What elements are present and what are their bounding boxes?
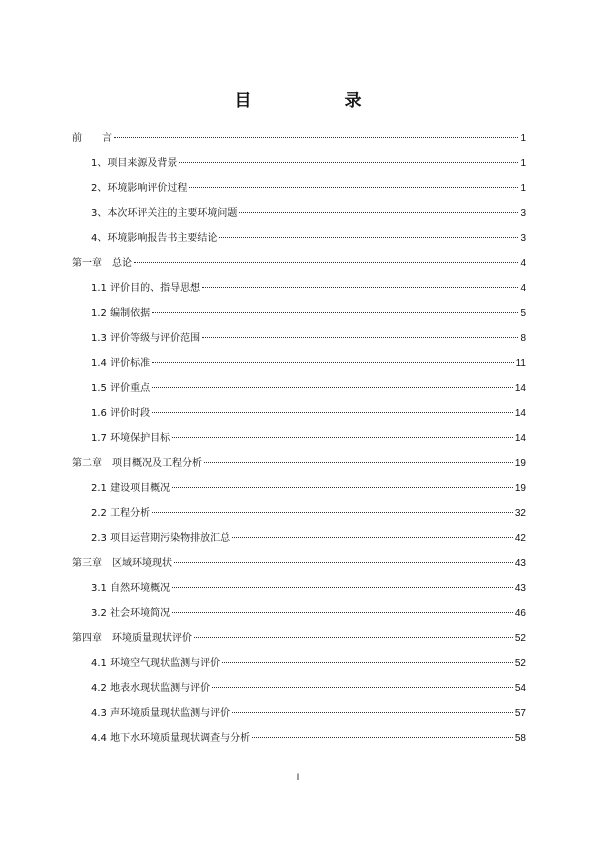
toc-entry-page: 57 xyxy=(514,708,526,719)
toc-entry-page: 4 xyxy=(520,283,526,294)
toc-dot-leader xyxy=(179,162,518,163)
toc-entry-label: 4.1 环境空气现状监测与评价 xyxy=(91,658,221,669)
toc-entry-page: 43 xyxy=(514,558,526,569)
toc-entry-page: 1 xyxy=(520,183,526,194)
toc-entry-page: 5 xyxy=(520,308,526,319)
toc-entry-label: 2.3 项目运营期污染物排放汇总 xyxy=(91,533,231,544)
toc-entry-label: 3.1 自然环境概况 xyxy=(91,583,171,594)
toc-entry-label: 1.3 评价等级与评价范围 xyxy=(91,333,201,344)
toc-entry-label: 第二章 项目概况及工程分析 xyxy=(72,458,202,469)
toc-entry-label: 2.2 工程分析 xyxy=(91,508,151,519)
toc-entry-label: 2、环境影响评价过程 xyxy=(91,183,188,194)
toc-entry[interactable] xyxy=(72,526,526,551)
toc-entry-page: 11 xyxy=(515,358,526,369)
toc-entry[interactable] xyxy=(72,176,526,201)
toc-entry[interactable] xyxy=(72,501,526,526)
toc-entry-label: 第三章 区域环境现状 xyxy=(72,558,172,569)
toc-entry[interactable] xyxy=(72,126,526,151)
toc-entry[interactable] xyxy=(72,676,526,701)
toc-entry[interactable] xyxy=(72,376,526,401)
toc-entry-label: 3、本次环评关注的主要环境问题 xyxy=(91,208,238,219)
toc-entry-page: 19 xyxy=(514,458,526,469)
toc-entry-label: 1.4 评价标准 xyxy=(91,358,151,369)
toc-entry-label: 第四章 环境质量现状评价 xyxy=(72,633,192,644)
toc-entry[interactable] xyxy=(72,301,526,326)
toc-entry-page: 4 xyxy=(520,258,526,269)
table-of-contents xyxy=(72,126,526,751)
toc-entry[interactable] xyxy=(72,201,526,226)
toc-entry-label: 4、环境影响报告书主要结论 xyxy=(91,233,218,244)
toc-entry-page: 14 xyxy=(514,433,526,444)
toc-entry[interactable] xyxy=(72,226,526,251)
toc-entry[interactable] xyxy=(72,551,526,576)
toc-entry-page: 46 xyxy=(514,608,526,619)
toc-entry-label: 1、项目来源及背景 xyxy=(91,158,178,169)
toc-entry[interactable] xyxy=(72,401,526,426)
toc-entry-label: 3.2 社会环境简况 xyxy=(91,608,171,619)
toc-entry[interactable] xyxy=(72,326,526,351)
toc-dot-leader xyxy=(189,187,518,188)
toc-dot-leader xyxy=(194,637,513,638)
toc-dot-leader xyxy=(172,612,513,613)
toc-entry[interactable] xyxy=(72,651,526,676)
toc-entry-page: 42 xyxy=(514,533,526,544)
toc-dot-leader xyxy=(152,412,513,413)
toc-entry-page: 52 xyxy=(514,633,526,644)
toc-entry-page: 1 xyxy=(520,133,526,144)
toc-entry-page: 19 xyxy=(514,483,526,494)
toc-dot-leader xyxy=(204,462,513,463)
toc-dot-leader xyxy=(152,387,513,388)
toc-entry-page: 54 xyxy=(514,683,526,694)
toc-dot-leader xyxy=(202,287,518,288)
toc-dot-leader xyxy=(252,737,513,738)
toc-dot-leader xyxy=(172,487,513,488)
toc-entry[interactable] xyxy=(72,476,526,501)
toc-dot-leader xyxy=(239,212,518,213)
toc-entry-label: 1.1 评价目的、指导思想 xyxy=(91,283,201,294)
toc-dot-leader xyxy=(222,662,513,663)
toc-entry-page: 3 xyxy=(520,233,526,244)
toc-entry[interactable] xyxy=(72,276,526,301)
toc-entry[interactable] xyxy=(72,626,526,651)
toc-entry[interactable] xyxy=(72,351,526,376)
toc-entry[interactable] xyxy=(72,426,526,451)
toc-entry-label: 前 言 xyxy=(72,133,112,144)
toc-entry[interactable] xyxy=(72,451,526,476)
toc-entry-page: 3 xyxy=(520,208,526,219)
toc-dot-leader xyxy=(152,312,518,313)
toc-dot-leader xyxy=(174,562,513,563)
toc-entry-label: 4.3 声环境质量现状监测与评价 xyxy=(91,708,231,719)
toc-entry-label: 4.2 地表水现状监测与评价 xyxy=(91,683,211,694)
toc-entry-page: 58 xyxy=(514,733,526,744)
toc-entry-label: 第一章 总论 xyxy=(72,258,132,269)
toc-entry-page: 32 xyxy=(514,508,526,519)
toc-entry-label: 1.6 评价时段 xyxy=(91,408,151,419)
toc-dot-leader xyxy=(232,537,513,538)
toc-entry-label: 4.4 地下水环境质量现状调查与分析 xyxy=(91,733,251,744)
toc-entry[interactable] xyxy=(72,601,526,626)
toc-dot-leader xyxy=(232,712,513,713)
toc-dot-leader xyxy=(219,237,518,238)
toc-entry[interactable] xyxy=(72,576,526,601)
toc-dot-leader xyxy=(172,437,513,438)
toc-dot-leader xyxy=(212,687,513,688)
toc-entry-label: 1.2 编制依据 xyxy=(91,308,151,319)
toc-dot-leader xyxy=(172,587,513,588)
toc-entry-page: 14 xyxy=(514,383,526,394)
toc-entry-page: 1 xyxy=(520,158,526,169)
toc-entry[interactable] xyxy=(72,151,526,176)
toc-dot-leader xyxy=(134,262,518,263)
page-number: I xyxy=(296,772,300,782)
toc-entry[interactable] xyxy=(72,701,526,726)
toc-entry[interactable] xyxy=(72,251,526,276)
toc-entry-label: 1.5 评价重点 xyxy=(91,383,151,394)
toc-entry-label: 1.7 环境保护目标 xyxy=(91,433,171,444)
page-title: 目 录 xyxy=(234,91,400,111)
toc-dot-leader xyxy=(152,362,514,363)
toc-entry-page: 52 xyxy=(514,658,526,669)
toc-dot-leader xyxy=(114,137,518,138)
toc-entry[interactable] xyxy=(72,726,526,751)
toc-entry-page: 43 xyxy=(514,583,526,594)
toc-dot-leader xyxy=(202,337,518,338)
toc-entry-page: 8 xyxy=(520,333,526,344)
toc-dot-leader xyxy=(152,512,513,513)
toc-entry-label: 2.1 建设项目概况 xyxy=(91,483,171,494)
toc-entry-page: 14 xyxy=(514,408,526,419)
